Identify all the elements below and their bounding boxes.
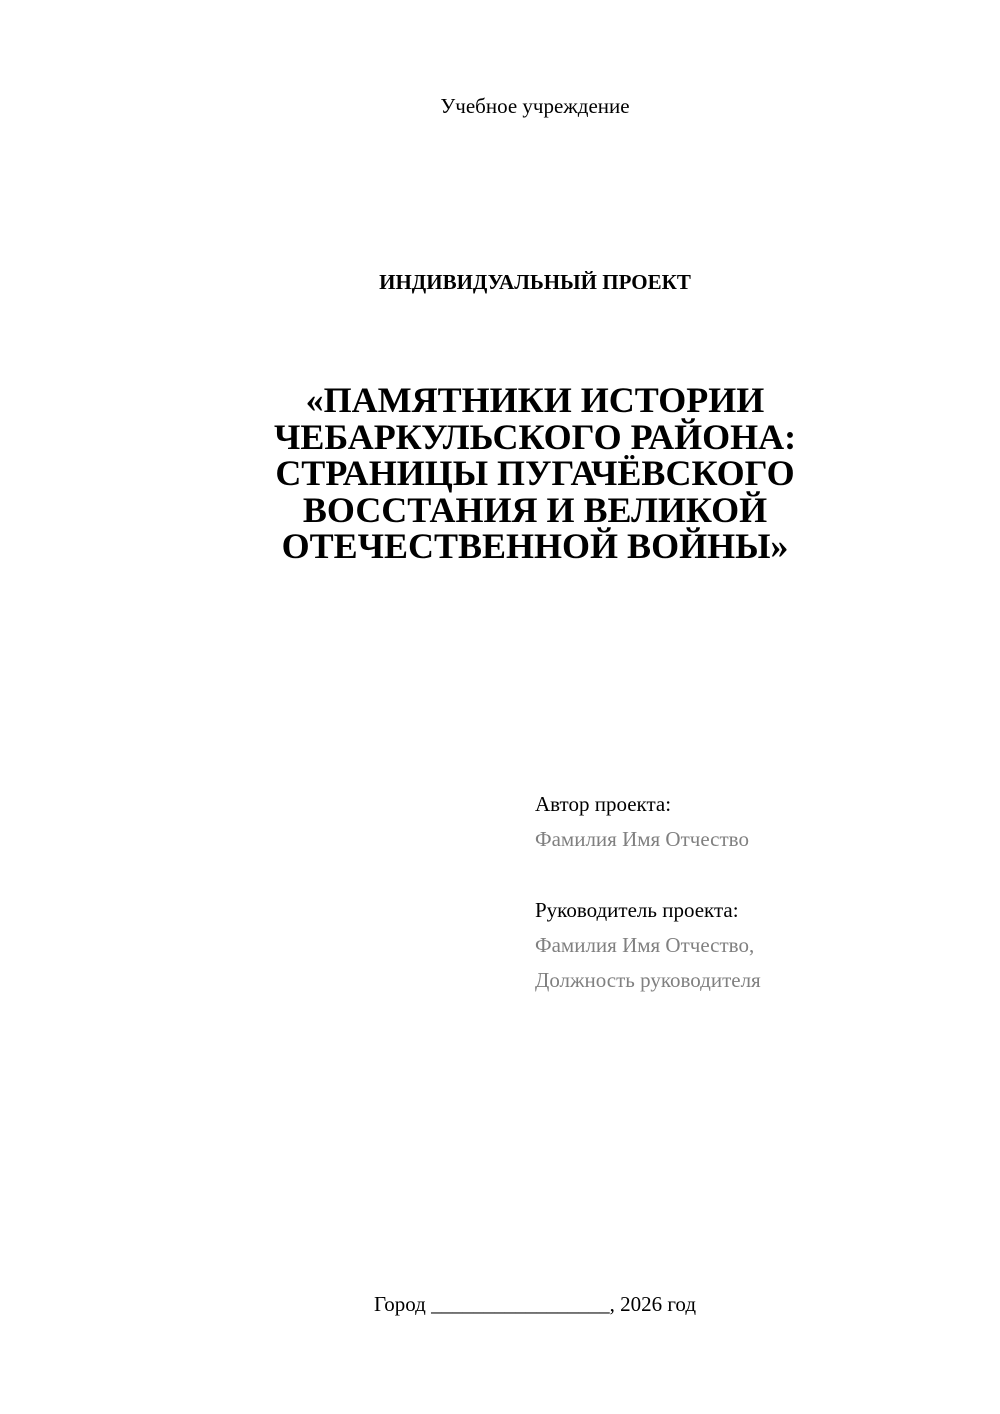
supervisor-position-placeholder: Должность руководителя [535, 968, 761, 992]
supervisor-block [535, 893, 965, 998]
author-block [535, 787, 965, 857]
author-label: Автор проекта: [535, 792, 672, 816]
project-title-line: ВОССТАНИЯ И ВЕЛИКОЙ [302, 489, 768, 530]
city-year-footer: Город _________________, 2026 год [373, 1292, 697, 1316]
project-title-line: ОТЕЧЕСТВЕННОЙ ВОЙНЫ» [281, 526, 789, 566]
institution-name: Учебное учреждение [440, 94, 630, 118]
project-type-heading: ИНДИВИДУАЛЬНЫЙ ПРОЕКТ [379, 270, 691, 294]
supervisor-name-placeholder: Фамилия Имя Отчество, [535, 933, 755, 957]
project-title-line: ЧЕБАРКУЛЬСКОГО РАЙОНА: [273, 416, 797, 457]
project-title-line: СТРАНИЦЫ ПУГАЧЁВСКОГО [275, 453, 795, 493]
author-name-placeholder: Фамилия Имя Отчество [535, 827, 749, 851]
project-title-line: «ПАМЯТНИКИ ИСТОРИИ [305, 380, 765, 420]
supervisor-label: Руководитель проекта: [535, 898, 739, 922]
project-title [230, 382, 840, 565]
